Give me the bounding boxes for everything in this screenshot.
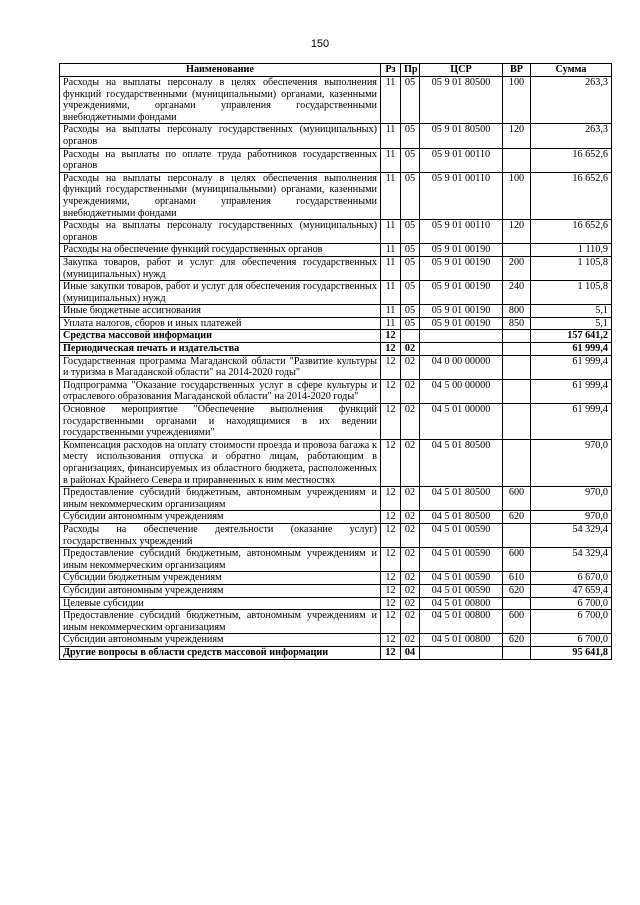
cell-csr: 05 9 01 00190 — [420, 244, 503, 257]
cell-vr: 100 — [503, 77, 531, 124]
cell-name: Субсидии автономным учреждениям — [60, 634, 381, 647]
cell-csr: 05 9 01 00110 — [420, 172, 503, 219]
cell-vr: 120 — [503, 220, 531, 244]
cell-vr — [503, 379, 531, 403]
table-row — [60, 317, 612, 330]
table-row — [60, 256, 612, 280]
cell-csr: 04 0 00 00000 — [420, 355, 503, 379]
cell-sum: 61 999,4 — [531, 355, 612, 379]
cell-rz: 12 — [381, 646, 401, 659]
cell-vr: 800 — [503, 305, 531, 318]
cell-sum: 970,0 — [531, 487, 612, 511]
cell-name: Иные закупки товаров, работ и услуг для обеспечения государственных (муниципальных) нужд — [60, 281, 381, 305]
cell-sum: 1 110,9 — [531, 244, 612, 257]
cell-vr — [503, 597, 531, 610]
cell-sum: 970,0 — [531, 439, 612, 486]
cell-rz: 12 — [381, 597, 401, 610]
cell-name: Закупка товаров, работ и услуг для обеспечения государственных (муниципальных) нужд — [60, 256, 381, 280]
table-row — [60, 597, 612, 610]
header-vr: ВР — [503, 64, 531, 77]
cell-rz: 12 — [381, 548, 401, 572]
cell-pr: 02 — [401, 379, 420, 403]
cell-csr — [420, 646, 503, 659]
cell-rz: 12 — [381, 330, 401, 343]
cell-vr: 100 — [503, 172, 531, 219]
cell-name: Предоставление субсидий бюджетным, автономным учреждениям и иным некоммерческим организациям — [60, 548, 381, 572]
cell-name: Средства массовой информации — [60, 330, 381, 343]
page-number: 150 — [310, 38, 330, 50]
cell-vr — [503, 523, 531, 547]
cell-name: Основное мероприятие "Обеспечение выполнения функций государственными органами и находящимися в их ведении государственными учреждениями" — [60, 404, 381, 440]
cell-vr — [503, 148, 531, 172]
cell-name: Целевые субсидии — [60, 597, 381, 610]
cell-rz: 11 — [381, 317, 401, 330]
cell-name: Другие вопросы в области средств массовой информации — [60, 646, 381, 659]
cell-sum: 970,0 — [531, 511, 612, 524]
cell-vr: 600 — [503, 610, 531, 634]
table-row — [60, 634, 612, 647]
cell-csr: 04 5 01 00000 — [420, 404, 503, 440]
table-row — [60, 646, 612, 659]
table-row — [60, 523, 612, 547]
cell-pr: 02 — [401, 584, 420, 597]
cell-name: Расходы на обеспечение функций государственных органов — [60, 244, 381, 257]
cell-csr: 04 5 01 00590 — [420, 548, 503, 572]
cell-sum: 157 641,2 — [531, 330, 612, 343]
table-row — [60, 379, 612, 403]
cell-sum: 1 105,8 — [531, 281, 612, 305]
cell-vr: 240 — [503, 281, 531, 305]
cell-rz: 11 — [381, 305, 401, 318]
cell-pr: 02 — [401, 487, 420, 511]
table-row — [60, 439, 612, 486]
cell-pr: 05 — [401, 244, 420, 257]
cell-rz: 11 — [381, 220, 401, 244]
cell-rz: 12 — [381, 610, 401, 634]
header-csr: ЦСР — [420, 64, 503, 77]
header-pr: Пр — [401, 64, 420, 77]
cell-csr: 04 5 01 80500 — [420, 511, 503, 524]
cell-rz: 12 — [381, 523, 401, 547]
cell-rz: 12 — [381, 439, 401, 486]
cell-rz: 12 — [381, 404, 401, 440]
cell-csr — [420, 330, 503, 343]
cell-rz: 11 — [381, 172, 401, 219]
cell-csr: 05 9 01 80500 — [420, 124, 503, 148]
cell-pr: 02 — [401, 634, 420, 647]
cell-csr: 05 9 01 80500 — [420, 77, 503, 124]
cell-vr: 200 — [503, 256, 531, 280]
cell-vr: 600 — [503, 548, 531, 572]
cell-name: Предоставление субсидий бюджетным, автономным учреждениям и иным некоммерческим организациям — [60, 487, 381, 511]
cell-vr — [503, 343, 531, 356]
cell-vr: 620 — [503, 511, 531, 524]
cell-csr — [420, 343, 503, 356]
table-row — [60, 124, 612, 148]
cell-vr — [503, 330, 531, 343]
cell-vr — [503, 404, 531, 440]
cell-sum: 61 999,4 — [531, 404, 612, 440]
cell-pr: 02 — [401, 343, 420, 356]
cell-name: Государственная программа Магаданской области "Развитие культуры и туризма в Магаданской области" на 2014-2020 годы" — [60, 355, 381, 379]
cell-pr: 05 — [401, 124, 420, 148]
cell-csr: 04 5 01 00800 — [420, 634, 503, 647]
cell-pr: 02 — [401, 523, 420, 547]
cell-vr: 850 — [503, 317, 531, 330]
table-row — [60, 610, 612, 634]
cell-csr: 05 9 01 00190 — [420, 256, 503, 280]
cell-pr: 02 — [401, 610, 420, 634]
table-row — [60, 281, 612, 305]
cell-rz: 12 — [381, 379, 401, 403]
cell-name: Субсидии бюджетным учреждениям — [60, 572, 381, 585]
cell-sum: 6 700,0 — [531, 597, 612, 610]
cell-pr — [401, 330, 420, 343]
cell-csr: 04 5 01 80500 — [420, 439, 503, 486]
cell-vr: 620 — [503, 584, 531, 597]
cell-sum: 16 652,6 — [531, 172, 612, 219]
cell-pr: 05 — [401, 77, 420, 124]
table-row — [60, 148, 612, 172]
cell-name: Периодическая печать и издательства — [60, 343, 381, 356]
cell-vr — [503, 355, 531, 379]
cell-name: Компенсация расходов на оплату стоимости проезда и провоза багажа к месту использования отпуска и обратно лицам, работающим в организациях, финансируемых из областного бюджета, расположенных в районах Крайнего Севера и приравненных к ним местностях — [60, 439, 381, 486]
cell-csr: 04 5 01 80500 — [420, 487, 503, 511]
cell-name: Субсидии автономным учреждениям — [60, 584, 381, 597]
cell-csr: 05 9 01 00190 — [420, 305, 503, 318]
cell-pr: 02 — [401, 572, 420, 585]
cell-rz: 11 — [381, 148, 401, 172]
table-body — [60, 77, 612, 660]
cell-name: Расходы на обеспечение деятельности (оказание услуг) государственных учреждений — [60, 523, 381, 547]
table-row — [60, 511, 612, 524]
cell-sum: 6 700,0 — [531, 634, 612, 647]
table-row — [60, 220, 612, 244]
header-name: Наименование — [60, 64, 381, 77]
table-header — [60, 64, 612, 77]
cell-rz: 12 — [381, 634, 401, 647]
table-row — [60, 584, 612, 597]
cell-sum: 16 652,6 — [531, 148, 612, 172]
cell-sum: 5,1 — [531, 317, 612, 330]
cell-csr: 05 9 01 00110 — [420, 220, 503, 244]
cell-csr: 05 9 01 00190 — [420, 317, 503, 330]
cell-csr: 05 9 01 00190 — [420, 281, 503, 305]
table-row — [60, 404, 612, 440]
table-row — [60, 77, 612, 124]
table-row — [60, 305, 612, 318]
cell-csr: 05 9 01 00110 — [420, 148, 503, 172]
cell-sum: 16 652,6 — [531, 220, 612, 244]
cell-rz: 11 — [381, 244, 401, 257]
cell-pr: 05 — [401, 256, 420, 280]
budget-table — [59, 63, 612, 660]
cell-pr: 05 — [401, 148, 420, 172]
cell-sum: 6 670,0 — [531, 572, 612, 585]
cell-csr: 04 5 00 00000 — [420, 379, 503, 403]
cell-rz: 12 — [381, 511, 401, 524]
cell-name: Расходы на выплаты персоналу в целях обеспечения выполнения функций государственными (муниципальными) органами, казенными учреждениями, органами управления государственными внебюджетными фондами — [60, 172, 381, 219]
cell-rz: 11 — [381, 256, 401, 280]
cell-rz: 11 — [381, 77, 401, 124]
cell-rz: 12 — [381, 584, 401, 597]
cell-rz: 11 — [381, 124, 401, 148]
cell-name: Предоставление субсидий бюджетным, автономным учреждениям и иным некоммерческим организациям — [60, 610, 381, 634]
cell-pr: 02 — [401, 597, 420, 610]
table-row — [60, 330, 612, 343]
cell-pr: 02 — [401, 439, 420, 486]
header-row — [60, 64, 612, 77]
cell-csr: 04 5 01 00590 — [420, 584, 503, 597]
cell-pr: 05 — [401, 305, 420, 318]
cell-sum: 6 700,0 — [531, 610, 612, 634]
cell-rz: 12 — [381, 343, 401, 356]
cell-sum: 1 105,8 — [531, 256, 612, 280]
cell-name: Уплата налогов, сборов и иных платежей — [60, 317, 381, 330]
cell-sum: 47 659,4 — [531, 584, 612, 597]
cell-rz: 11 — [381, 281, 401, 305]
cell-sum: 54 329,4 — [531, 523, 612, 547]
cell-sum: 5,1 — [531, 305, 612, 318]
cell-name: Субсидии автономным учреждениям — [60, 511, 381, 524]
table-row — [60, 548, 612, 572]
cell-rz: 12 — [381, 572, 401, 585]
cell-sum: 54 329,4 — [531, 548, 612, 572]
cell-pr: 05 — [401, 281, 420, 305]
table-row — [60, 343, 612, 356]
cell-pr: 02 — [401, 511, 420, 524]
cell-csr: 04 5 01 00800 — [420, 597, 503, 610]
cell-vr — [503, 439, 531, 486]
table-row — [60, 572, 612, 585]
cell-sum: 61 999,4 — [531, 379, 612, 403]
table-row — [60, 487, 612, 511]
cell-name: Расходы на выплаты персоналу в целях обеспечения выполнения функций государственными (муниципальными) органами, казенными учреждениями, органами управления государственными внебюджетными фондами — [60, 77, 381, 124]
cell-pr: 05 — [401, 220, 420, 244]
cell-name: Расходы на выплаты персоналу государственных (муниципальных) органов — [60, 124, 381, 148]
cell-vr: 620 — [503, 634, 531, 647]
cell-name: Иные бюджетные ассигнования — [60, 305, 381, 318]
cell-pr: 04 — [401, 646, 420, 659]
table-row — [60, 355, 612, 379]
cell-name: Расходы на выплаты персоналу государственных (муниципальных) органов — [60, 220, 381, 244]
cell-rz: 12 — [381, 487, 401, 511]
cell-vr — [503, 646, 531, 659]
header-rz: Рз — [381, 64, 401, 77]
cell-csr: 04 5 01 00590 — [420, 523, 503, 547]
cell-sum: 263,3 — [531, 124, 612, 148]
cell-sum: 61 999,4 — [531, 343, 612, 356]
table-row — [60, 244, 612, 257]
cell-name: Расходы на выплаты по оплате труда работников государственных органов — [60, 148, 381, 172]
cell-vr: 610 — [503, 572, 531, 585]
cell-pr: 02 — [401, 404, 420, 440]
cell-name: Подпрограмма "Оказание государственных услуг в сфере культуры и отраслевого образования Магаданской области" на 2014-2020 годы" — [60, 379, 381, 403]
cell-vr — [503, 244, 531, 257]
cell-sum: 263,3 — [531, 77, 612, 124]
cell-csr: 04 5 01 00800 — [420, 610, 503, 634]
header-sum: Сумма — [531, 64, 612, 77]
table-row — [60, 172, 612, 219]
cell-pr: 05 — [401, 317, 420, 330]
cell-sum: 95 641,8 — [531, 646, 612, 659]
cell-vr: 600 — [503, 487, 531, 511]
cell-pr: 02 — [401, 548, 420, 572]
cell-csr: 04 5 01 00590 — [420, 572, 503, 585]
cell-pr: 05 — [401, 172, 420, 219]
cell-pr: 02 — [401, 355, 420, 379]
cell-rz: 12 — [381, 355, 401, 379]
cell-vr: 120 — [503, 124, 531, 148]
